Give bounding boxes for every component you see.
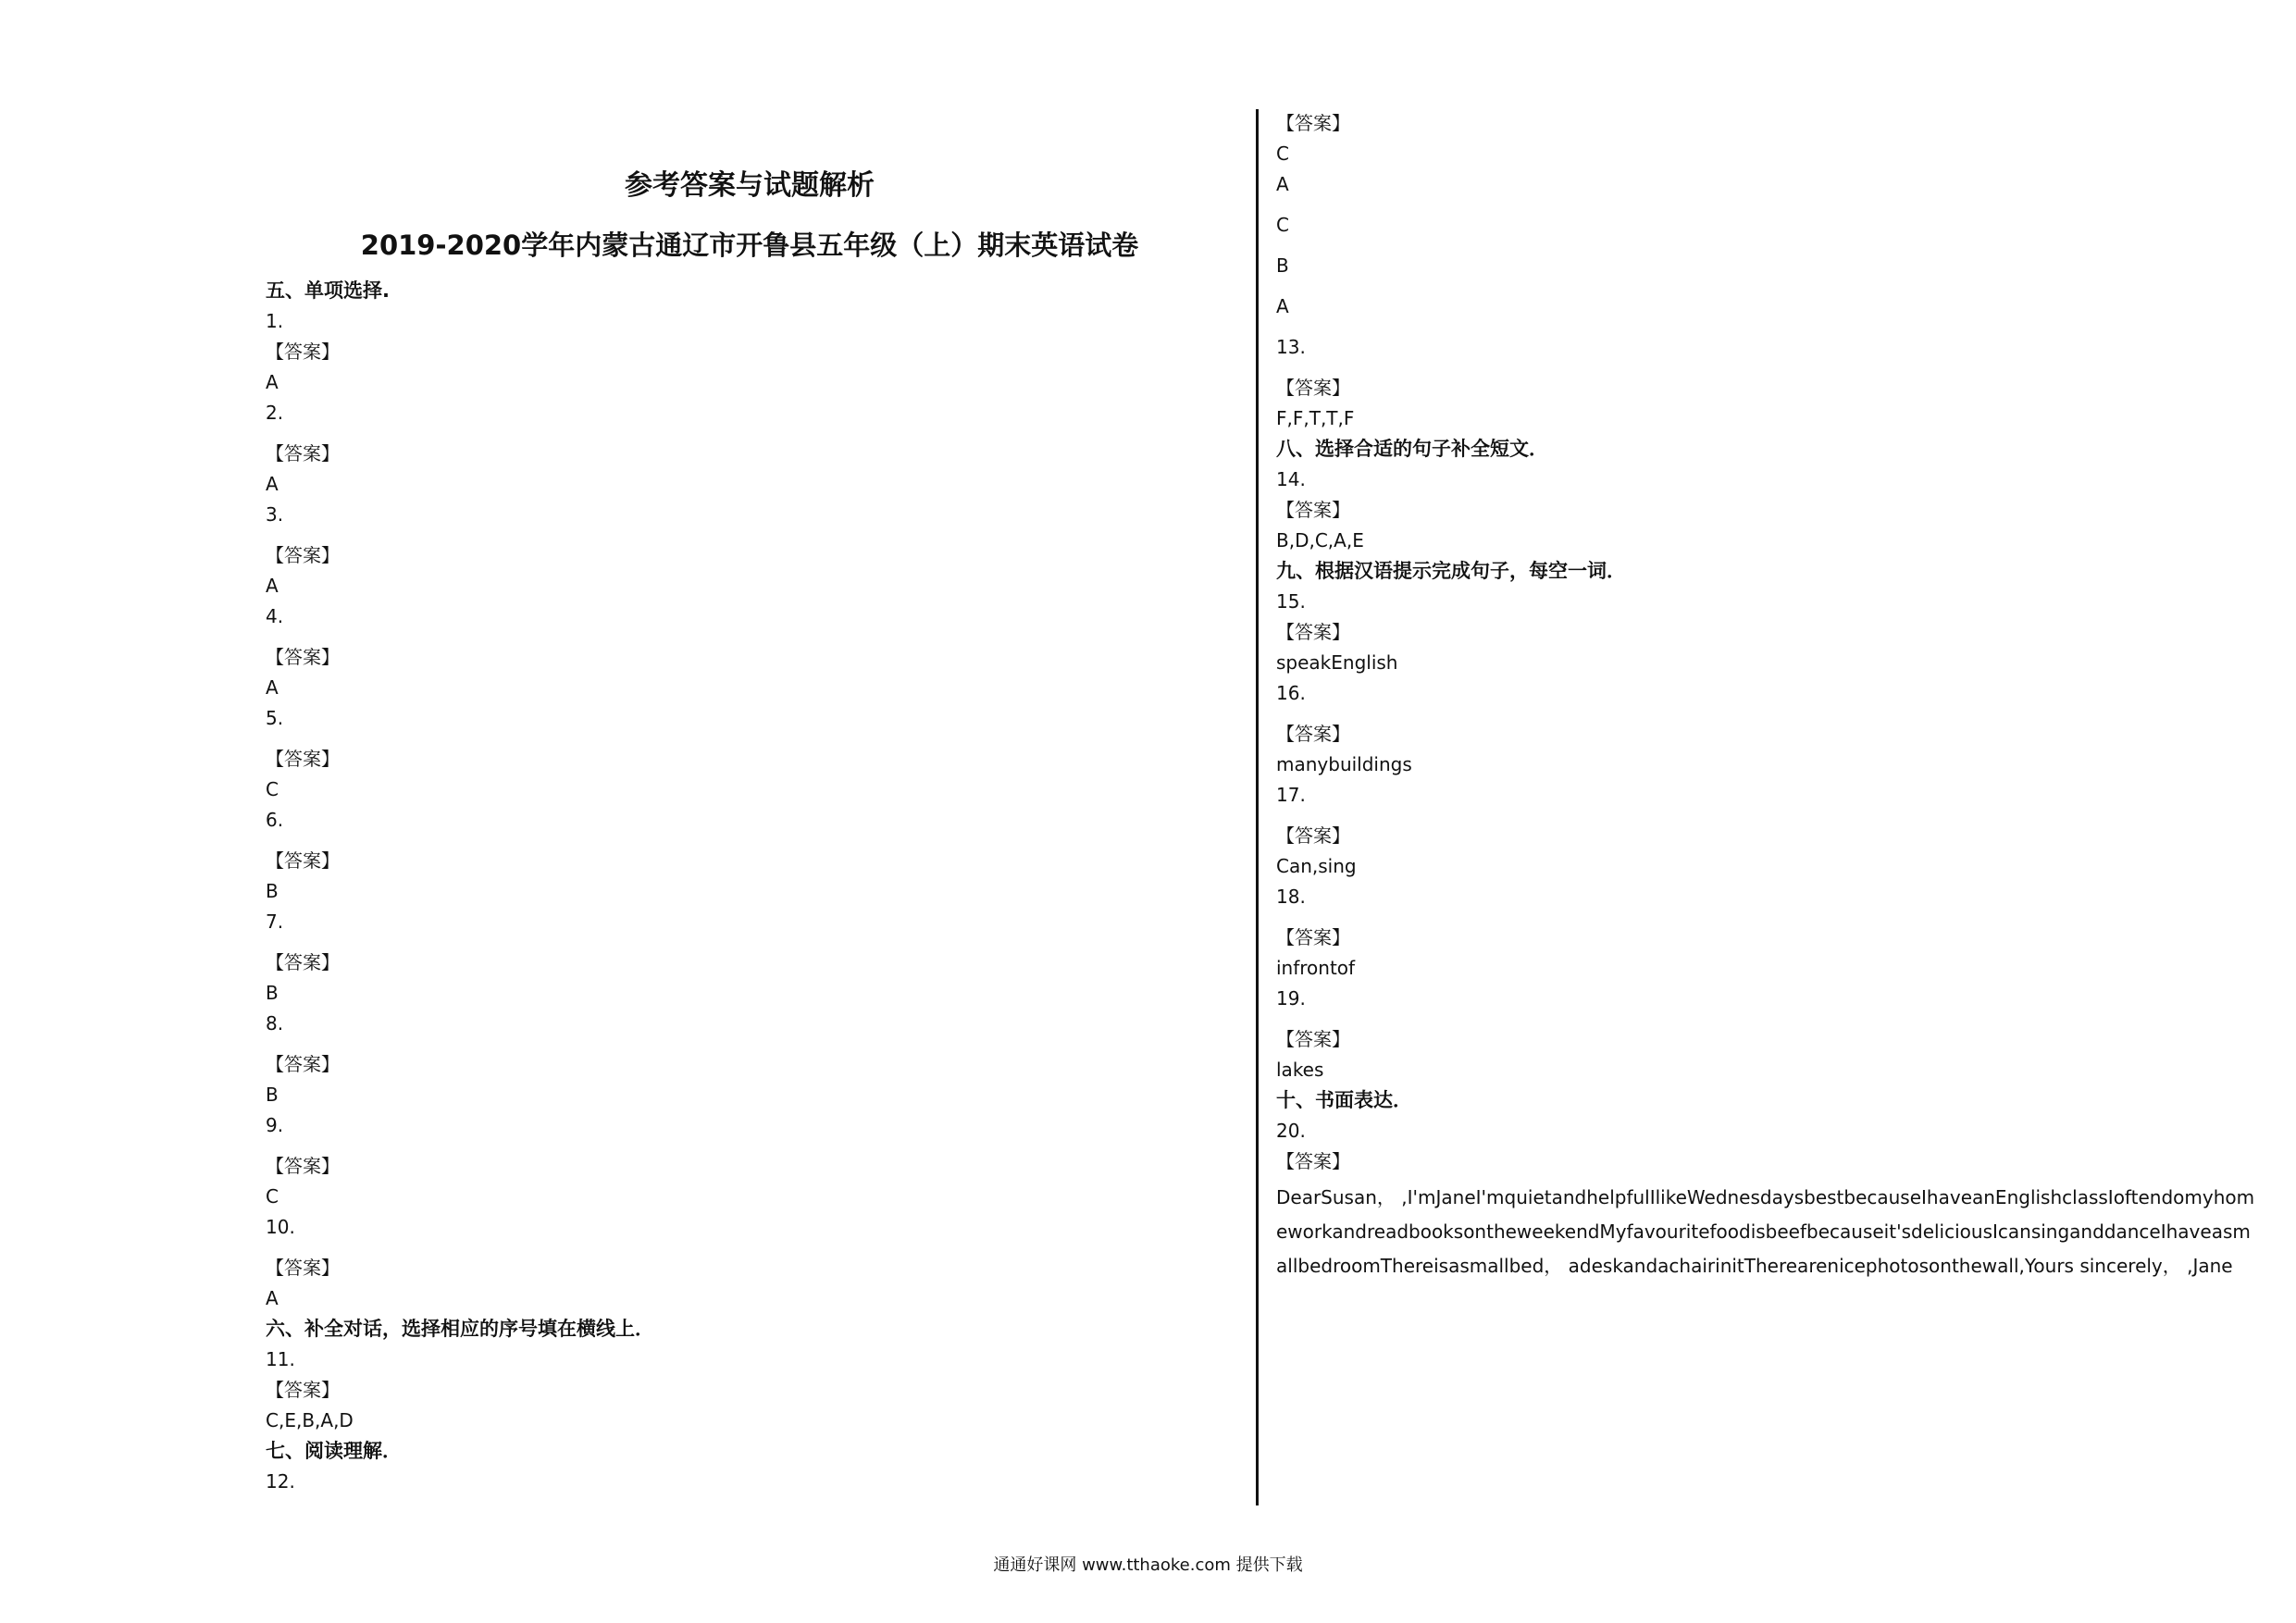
answer-label: 【答案】 bbox=[266, 1053, 340, 1075]
answer-label: 【答案】 bbox=[1276, 926, 1350, 948]
section-heading: 八、选择合适的句子补全短文． bbox=[1276, 438, 1548, 460]
answer-label: 【答案】 bbox=[266, 1257, 340, 1279]
answer-line: C,E,B,A,D bbox=[266, 1409, 354, 1431]
question-number: 16. bbox=[1276, 682, 1306, 704]
question-number: 13. bbox=[1276, 336, 1306, 358]
answer-line: C bbox=[266, 778, 279, 800]
question-number: 1. bbox=[266, 310, 284, 332]
section-heading: 五、单项选择. bbox=[266, 279, 390, 302]
answer-line: Can,sing bbox=[1276, 855, 1357, 877]
answer-label: 【答案】 bbox=[266, 442, 340, 465]
answer-label: 【答案】 bbox=[1276, 824, 1350, 847]
question-number: 14. bbox=[1276, 468, 1306, 490]
answer-line: manybuildings bbox=[1276, 753, 1412, 775]
answer-line: A bbox=[266, 1287, 279, 1309]
answer-label: 【答案】 bbox=[1276, 1150, 1350, 1172]
question-number: 10. bbox=[266, 1216, 295, 1238]
question-number: 6. bbox=[266, 809, 284, 831]
answer-line: A bbox=[266, 371, 279, 393]
question-number: 18. bbox=[1276, 886, 1306, 908]
answer-line: C bbox=[266, 1185, 279, 1208]
answer-line: A bbox=[266, 575, 279, 597]
essay-answer: DearSusan， ,I'mJaneI'mquietandhelpfulIlikeWednesdaysbestbecauseIhaveanEnglishclassIoftendomyhomeworkandreadbooksontheweekendMyfavouritefoodisbeefbecauseit'sdeliciousIcansinganddanceIhaveasmallbedroomThereisasmallbed， adeskandachairinitTherearenicephotosonthewall,Yours sincerely， ,Jane bbox=[1276, 1186, 2255, 1277]
question-number: 8. bbox=[266, 1012, 284, 1035]
question-number: 15. bbox=[1276, 590, 1306, 613]
answer-label: 【答案】 bbox=[1276, 499, 1350, 521]
answer-line: A bbox=[1276, 173, 1289, 195]
question-number: 12. bbox=[266, 1470, 295, 1493]
answer-label: 【答案】 bbox=[266, 849, 340, 872]
answer-line: B bbox=[266, 880, 279, 902]
answer-line: B bbox=[266, 1084, 279, 1106]
answer-line: B bbox=[266, 982, 279, 1004]
answer-label: 【答案】 bbox=[1276, 1028, 1350, 1050]
answer-line: lakes bbox=[1276, 1059, 1324, 1081]
answer-label: 【答案】 bbox=[1276, 112, 1350, 134]
answer-line: A bbox=[266, 473, 279, 495]
answer-line: A bbox=[266, 676, 279, 699]
question-number: 11. bbox=[266, 1348, 295, 1370]
question-number: 17. bbox=[1276, 784, 1306, 806]
question-number: 5. bbox=[266, 707, 284, 729]
question-number: 9. bbox=[266, 1114, 284, 1136]
question-number: 7. bbox=[266, 911, 284, 933]
answer-line: C bbox=[1276, 142, 1289, 165]
answer-label: 【答案】 bbox=[1276, 377, 1350, 399]
answer-label: 【答案】 bbox=[266, 748, 340, 770]
left-answer-column bbox=[266, 276, 1191, 1497]
column-divider bbox=[1256, 109, 1259, 1505]
answer-label: 【答案】 bbox=[1276, 723, 1350, 745]
answer-line: A bbox=[1276, 295, 1289, 317]
answer-line: C bbox=[1276, 214, 1289, 236]
answer-label: 【答案】 bbox=[266, 544, 340, 566]
answer-line: F,F,T,T,F bbox=[1276, 407, 1355, 429]
answer-line: B bbox=[1276, 254, 1289, 277]
answer-label: 【答案】 bbox=[1276, 621, 1350, 643]
right-answer-column bbox=[1276, 108, 2257, 1283]
answer-label: 【答案】 bbox=[266, 341, 340, 363]
question-number: 19. bbox=[1276, 987, 1306, 1010]
exam-subtitle: 2019-2020学年内蒙古通辽市开鲁县五年级（上）期末英语试卷 bbox=[360, 229, 1139, 261]
answer-line: speakEnglish bbox=[1276, 651, 1398, 674]
answer-label: 【答案】 bbox=[266, 646, 340, 668]
answer-line: B,D,C,A,E bbox=[1276, 529, 1364, 551]
answer-line: infrontof bbox=[1276, 957, 1356, 979]
page-footer: 通通好课网 www.tthaoke.com 提供下载 bbox=[993, 1555, 1303, 1575]
answer-label: 【答案】 bbox=[266, 951, 340, 973]
page-title: 参考答案与试题解析 bbox=[625, 169, 875, 202]
section-heading: 九、根据汉语提示完成句子，每空一词． bbox=[1276, 560, 1626, 582]
question-number: 20. bbox=[1276, 1120, 1306, 1142]
question-number: 2. bbox=[266, 402, 284, 424]
answer-label: 【答案】 bbox=[266, 1155, 340, 1177]
question-number: 4. bbox=[266, 605, 284, 627]
question-number: 3. bbox=[266, 503, 284, 526]
answer-label: 【答案】 bbox=[266, 1379, 340, 1401]
section-heading: 六、补全对话，选择相应的序号填在横线上． bbox=[266, 1318, 654, 1340]
section-heading: 十、书面表达． bbox=[1276, 1089, 1412, 1111]
section-heading: 七、阅读理解． bbox=[266, 1440, 402, 1462]
